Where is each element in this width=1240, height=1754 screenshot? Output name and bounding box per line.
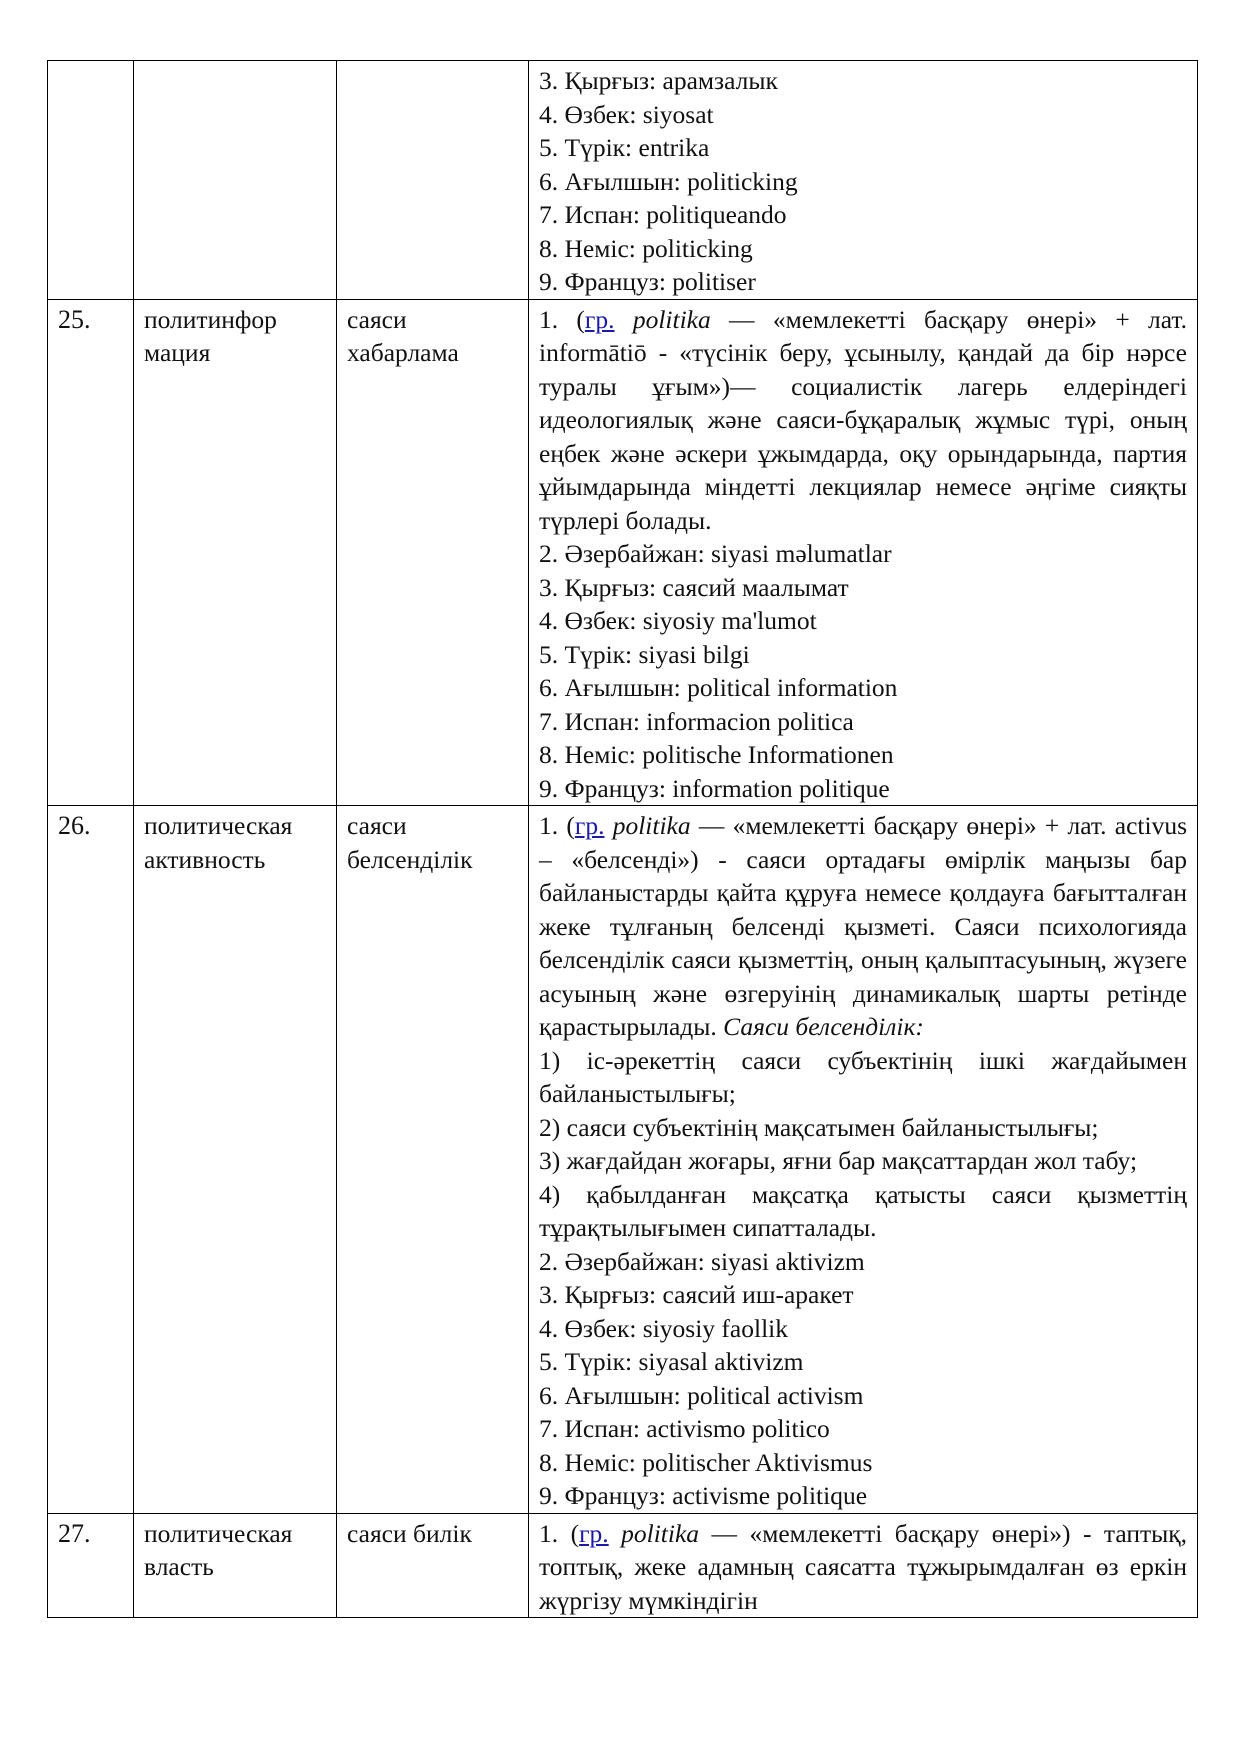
definition-subitem: 3) жағдайдан жоғары, яғни бар мақсаттардан жол табу;	[539, 1146, 1138, 1175]
table-row	[48, 299, 1198, 806]
translation-line: 3. Қырғыз: саясий маалымат	[539, 572, 849, 602]
dictionary-table	[47, 60, 1198, 1618]
term-kazakh	[337, 61, 528, 64]
term-russian-cell	[134, 1513, 337, 1618]
etymology-word: politika	[621, 1518, 700, 1548]
etymology-word: politika	[632, 304, 711, 334]
term-russian	[134, 61, 336, 64]
etymology-link[interactable]: гр.	[579, 1518, 609, 1548]
term-kazakh-cell	[337, 1513, 529, 1618]
dictionary-table-body	[48, 61, 1198, 1618]
term-russian-cell	[134, 806, 337, 1514]
term-russian-cell	[134, 299, 337, 806]
translation-line: 6. Ағылшын: political activism	[539, 1380, 864, 1410]
definition-cell	[529, 61, 1198, 300]
definition-block	[529, 61, 1197, 299]
definition-subitem: 2) саяси субъектінің мақсатымен байланыстылығы;	[539, 1112, 1099, 1142]
term-kazakh-cell	[337, 299, 529, 806]
definition-cell	[529, 806, 1198, 1514]
term-russian: политическая активность	[144, 811, 293, 874]
term-russian-cell	[134, 61, 337, 300]
row-number-cell	[48, 299, 134, 806]
row-number: 27.	[58, 1518, 91, 1548]
row-number-cell	[48, 806, 134, 1514]
term-kazakh-cell	[337, 61, 529, 300]
row-number: 26.	[58, 811, 91, 840]
translation-line: 3. Қырғыз: саясий иш-аракет	[539, 1280, 854, 1309]
definition-text	[539, 809, 1187, 1044]
definition-body: — «мемлекетті басқару өнері») - таптық, топтық, жеке адамның саясатта тұжырымдалған өз еркін жүргізу мүмкіндігін	[539, 1518, 1188, 1615]
translation-line: 5. Түрік: siyasi bilgi	[539, 639, 750, 669]
table-row	[48, 806, 1198, 1514]
translation-line: 5. Түрік: entrika	[539, 133, 710, 162]
translation-line: 8. Неміс: politischer Aktivismus	[539, 1447, 873, 1477]
translation-line: 4. Өзбек: siyosiy faollik	[539, 1313, 788, 1343]
definition-prefix: 1. (	[539, 811, 575, 840]
translation-line: 2. Әзербайжан: siyasi məlumatlar	[539, 539, 892, 568]
etymology-link[interactable]: гр.	[574, 811, 605, 840]
translation-line: 8. Неміс: politicking	[539, 233, 753, 263]
table-row	[48, 61, 1198, 300]
term-kazakh: саяси хабарлама	[347, 304, 459, 367]
row-number-cell	[48, 1513, 134, 1618]
definition-block	[529, 806, 1197, 1513]
definition-prefix: 1. (	[539, 304, 585, 334]
translation-line: 7. Испан: informacion politica	[539, 706, 854, 736]
translation-line: 9. Француз: activisme politique	[539, 1481, 868, 1510]
row-number	[48, 61, 133, 64]
etymology-link[interactable]: гр.	[584, 304, 615, 334]
translation-line: 9. Француз: politiser	[539, 267, 756, 296]
definition-block	[529, 300, 1197, 806]
definition-prefix: 1. (	[539, 1518, 580, 1548]
translation-line: 9. Француз: information politique	[539, 773, 890, 803]
translation-line: 4. Өзбек: siyosiy ma'lumot	[539, 606, 817, 635]
row-number-cell	[48, 61, 134, 300]
translation-line: 3. Қырғыз: арамзалык	[539, 66, 778, 95]
definition-body: — «мемлекетті басқару өнері» + лат. informātiō - «түсінік беру, ұсынылу, қандай да бір нәрсе туралы ұғым»)— социалистік лагерь елдеріндегі идеологиялық және саяси-бұқаралық жұмыс түрі, оның еңбек және әскери ұжымдарда, оқу орындарында, партия ұйымдарында міндетті лекциялар немесе әңгіме сияқты түрлері болады.	[539, 304, 1187, 535]
definition-subitem: 1) іс-әрекеттің саяси субъектінің ішкі жағдайымен байланыстылығы;	[539, 1045, 1187, 1108]
etymology-word: politika	[612, 811, 691, 840]
translation-line: 2. Әзербайжан: siyasi aktivizm	[539, 1246, 865, 1276]
term-kazakh: саяси белсенділік	[347, 811, 473, 874]
definition-text	[539, 1517, 1187, 1618]
translation-line: 6. Ағылшын: politicking	[539, 166, 798, 196]
definition-cell	[529, 299, 1198, 806]
definition-cell	[529, 1513, 1198, 1618]
definition-italic-tail: Саяси белсенділік:	[723, 1012, 924, 1041]
term-kazakh-cell	[337, 806, 529, 1514]
definition-body: — «мемлекетті басқару өнері» + лат. activus – «белсенді») - саяси ортадағы өмірлік маңызы бар байланыстарды қайта құруға немесе қолдауға бағытталған жеке тұлғаның белсенді қызметі. Саяси психологияда белсенділік саяси қызметтің, оның қалыптасуының, жүзеге асуының және өзгеруінің динамикалық шарты ретінде қарастырылады.	[539, 811, 1187, 1041]
definition-text	[539, 303, 1187, 538]
translation-line: 4. Өзбек: siyosat	[539, 99, 714, 129]
row-number: 25.	[58, 304, 91, 334]
term-russian: политинфор мация	[144, 304, 277, 367]
definition-block	[529, 1514, 1197, 1618]
translation-line: 5. Түрік: siyasal aktivizm	[539, 1347, 804, 1376]
table-row	[48, 1513, 1198, 1618]
translation-line: 7. Испан: activismo politico	[539, 1414, 830, 1443]
definition-subitem: 4) қабылданған мақсатқа қатысты саяси қызметтің тұрақтылығымен сипатталады.	[539, 1179, 1187, 1242]
translation-line: 7. Испан: politiqueando	[539, 200, 787, 229]
translation-line: 8. Неміс: politische Informationen	[539, 740, 894, 769]
translation-line: 6. Ағылшын: political information	[539, 673, 898, 702]
term-kazakh: саяси билік	[347, 1518, 472, 1548]
term-russian: политическая власть	[144, 1518, 293, 1581]
